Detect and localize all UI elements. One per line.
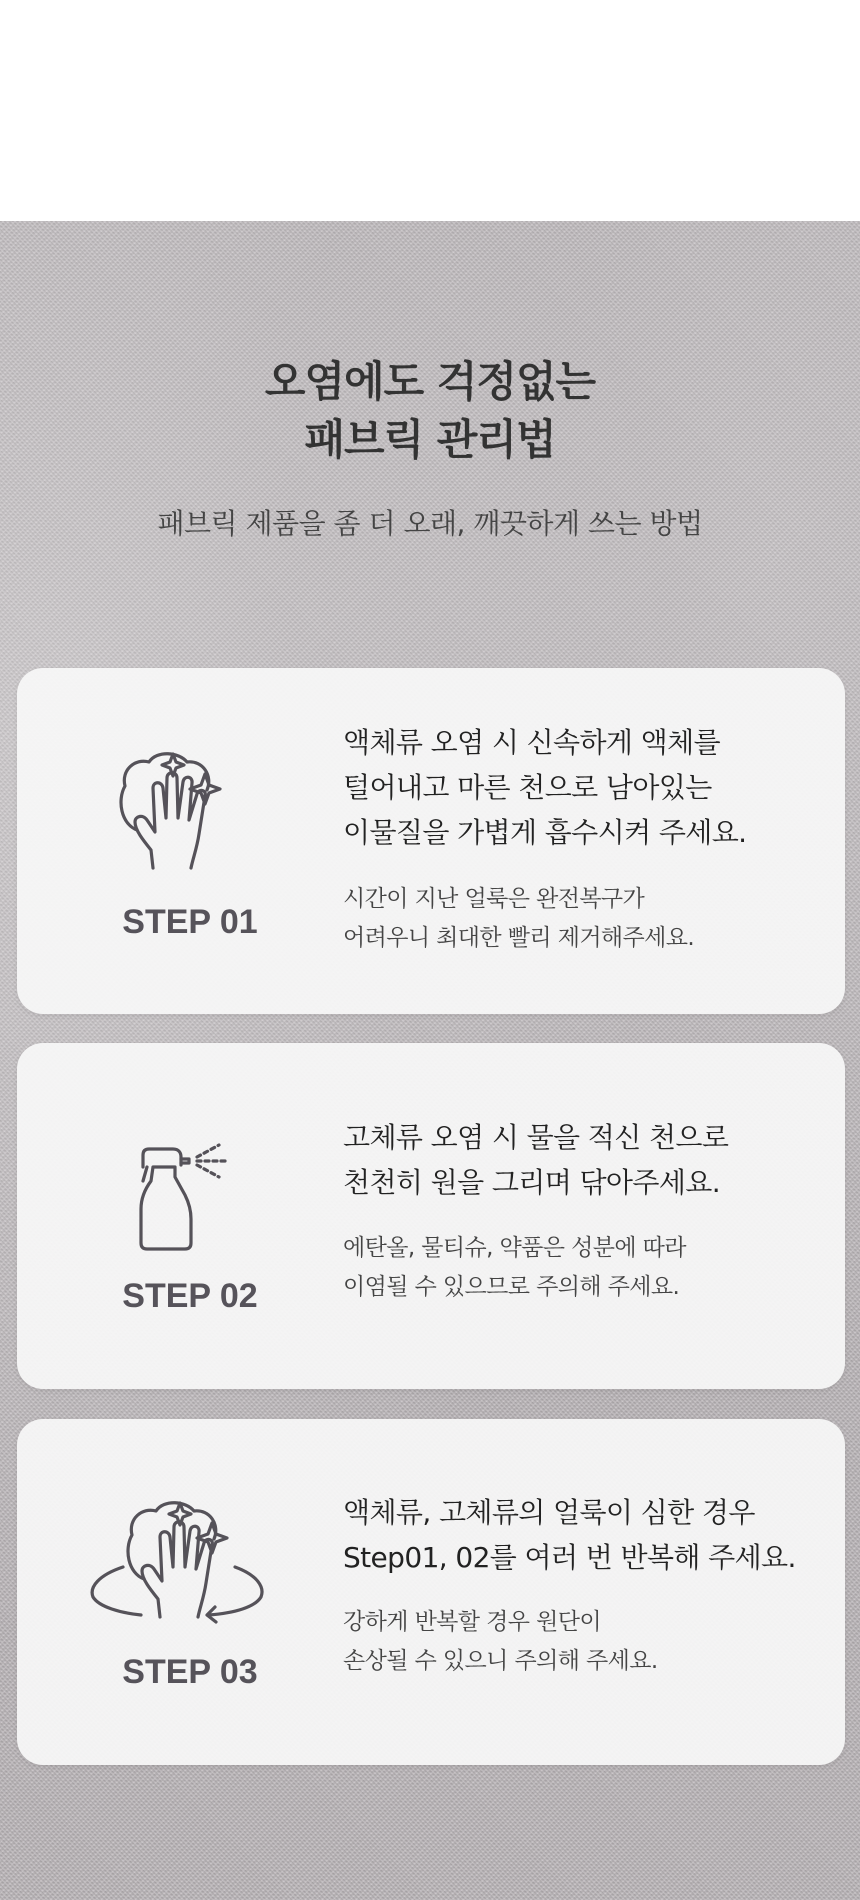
page-title <box>0 353 860 469</box>
step-main-text <box>343 1115 833 1205</box>
main-line: 액체류 오염 시 신속하게 액체를 <box>343 726 721 759</box>
page-subtitle: 패브릭 제품을 좀 더 오래, 깨끗하게 쓰는 방법 <box>157 507 703 540</box>
step-label: STEP 02 <box>122 1277 258 1315</box>
sub-line: 시간이 지난 얼룩은 완전복구가 <box>343 886 645 912</box>
sub-line: 어려우니 최대한 빨리 제거해주세요. <box>343 925 695 951</box>
title-line-1: 오염에도 걱정없는 <box>264 357 596 406</box>
step-main-text <box>343 720 833 855</box>
step-sub-text <box>343 880 833 958</box>
main-line: 액체류, 고체류의 얼룩이 심한 경우 <box>343 1496 755 1529</box>
step-label: STEP 01 <box>122 903 258 941</box>
main-line: Step01, 02를 여러 번 반복해 주세요. <box>343 1541 796 1574</box>
hand-wiping-circular-icon <box>85 1487 275 1627</box>
sub-line: 에탄올, 물티슈, 약품은 성분에 따라 <box>343 1235 686 1261</box>
title-line-2: 패브릭 관리법 <box>304 415 556 464</box>
step-label: STEP 03 <box>122 1653 258 1691</box>
main-line: 고체류 오염 시 물을 적신 천으로 <box>343 1121 729 1154</box>
sub-line: 이염될 수 있으므로 주의해 주세요. <box>343 1274 680 1300</box>
step-card-1 <box>17 668 845 1014</box>
main-line: 털어내고 마른 천으로 남아있는 <box>343 771 712 804</box>
step-sub-text <box>343 1229 833 1307</box>
top-blank-area <box>0 0 860 221</box>
main-line: 이물질을 가볍게 흡수시켜 주세요. <box>343 816 747 849</box>
sub-line: 손상될 수 있으니 주의해 주세요. <box>343 1648 658 1674</box>
main-line: 천천히 원을 그리며 닦아주세요. <box>343 1166 721 1199</box>
spray-bottle-icon <box>135 1131 255 1261</box>
step-card-3 <box>17 1419 845 1765</box>
hand-wiping-sparkle-icon <box>113 738 233 872</box>
step-sub-text <box>343 1603 833 1681</box>
step-main-text <box>343 1490 833 1580</box>
sub-line: 강하게 반복할 경우 원단이 <box>343 1609 601 1635</box>
step-card-2 <box>17 1043 845 1389</box>
